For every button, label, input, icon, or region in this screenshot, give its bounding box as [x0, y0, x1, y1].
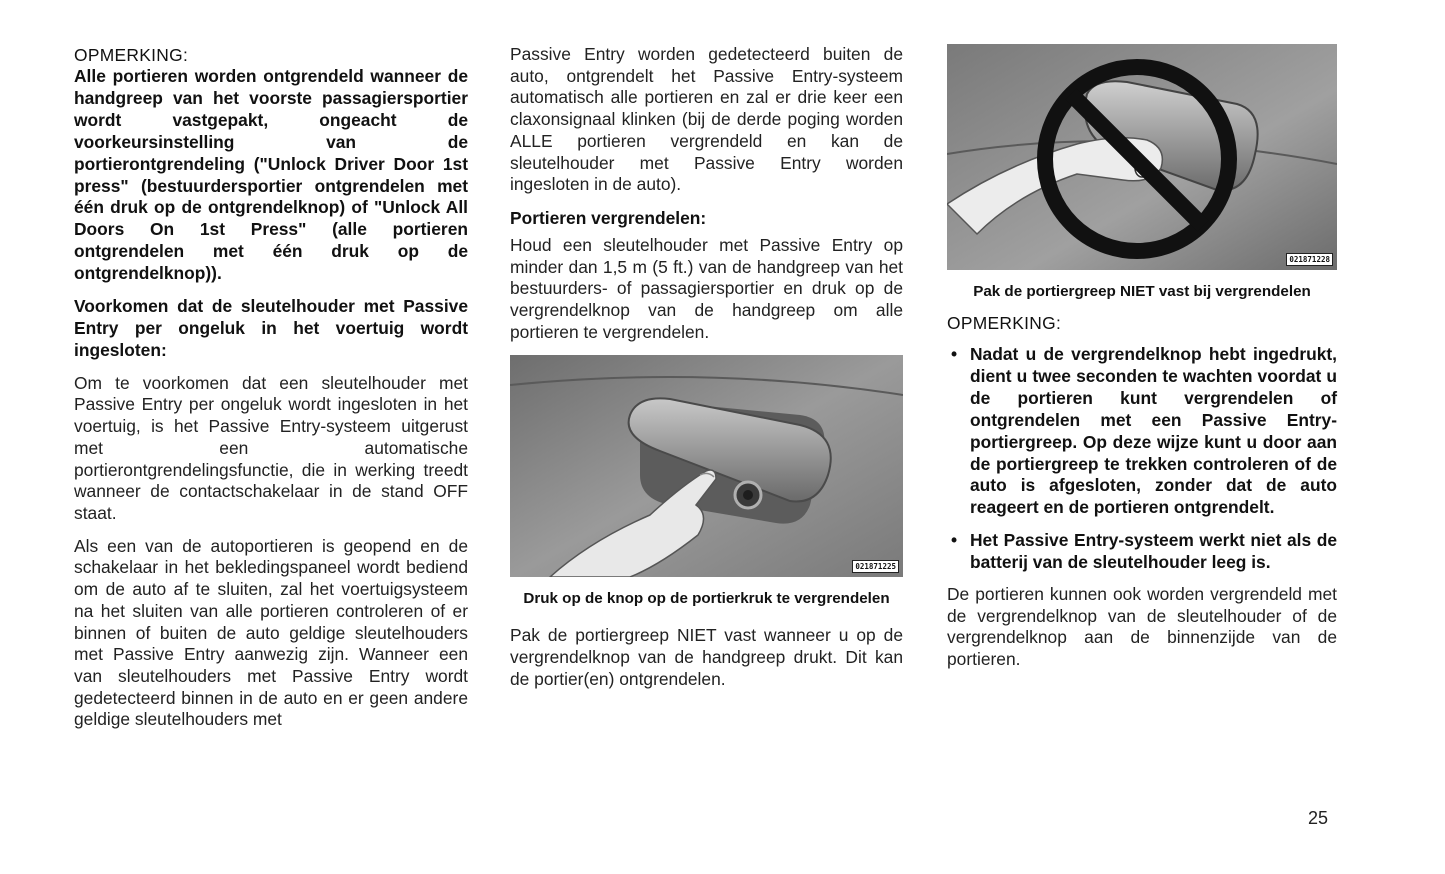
note-bullet-list	[947, 344, 1337, 574]
note-heading: OPMERKING:	[74, 45, 189, 65]
door-handle-grab-figure	[947, 44, 1337, 270]
column-left	[74, 44, 468, 731]
paragraph: Houd een sleutelhouder met Passive Entry op minder dan 1,5 m (5 ft.) van de handgreep van het bestuurders- of passagiersportier en druk op de vergrendelknop van de handgreep om alle portieren te vergrendelen.	[510, 234, 903, 342]
note-heading: OPMERKING:	[947, 313, 1062, 333]
column-right	[947, 44, 1337, 671]
door-handle-grab-illustration	[947, 44, 1337, 270]
paragraph: De portieren kunnen ook worden vergrendeld met de vergrendelknop van de sleutelhouder of de vergrendelknop aan de binnenzijde van de portieren.	[947, 584, 1337, 670]
door-handle-press-illustration	[510, 355, 903, 577]
paragraph: Pak de portiergreep NIET vast wanneer u op de vergrendelknop van de handgreep drukt. Dit kan de portier(en) ontgrendelen.	[510, 625, 903, 689]
page-number: 25	[1308, 808, 1329, 828]
note-body: Alle portieren worden ontgrendeld wanneer de handgreep van het voorste passagiersportier wordt vastgepakt, ongeacht de voorkeursinstelling van de portierontgrendeling ("Unlock Driver Door 1st press" (bestuurdersportier ontgrendelen met één druk op de ontgrendelknop) of "Unlock All Doors On 1st Press" (alle portieren ontgrendelen met één druk op de ontgrendelknop)).	[74, 66, 468, 284]
figure-caption: Pak de portiergreep NIET vast bij vergrendelen	[973, 283, 1311, 300]
paragraph: Om te voorkomen dat een sleutelhouder met Passive Entry per ongeluk wordt ingesloten in het voertuig, is het Passive Entry-systeem uitgerust met een automatische portierontgrendelingsfunctie, die in werking treedt wanneer de contactschakelaar in de stand OFF staat.	[74, 372, 468, 523]
list-item	[947, 530, 1337, 574]
column-middle	[510, 44, 903, 691]
door-handle-press-figure	[510, 355, 903, 577]
list-item	[947, 344, 1337, 519]
figure-code: 021871225	[852, 560, 899, 573]
figure-caption: Druk op de knop op de portierkruk te vergrendelen	[523, 590, 890, 608]
paragraph: Passive Entry worden gedetecteerd buiten de auto, ontgrendelt het Passive Entry-systeem automatisch alle portieren en zal er drie keer een claxonsignaal klinken (bij de derde poging worden ALLE portieren vergrendeld en kan de sleutelhouder met Passive Entry worden ingesloten in de auto).	[510, 44, 903, 195]
paragraph: Als een van de autoportieren is geopend en de schakelaar in het bekledingspaneel wordt bediend om de auto af te sluiten, zal het voertuigsysteem na het sluiten van alle portieren controleren of er binnen of buiten de auto geldige sleutelhouders met Passive Entry aanwezig zijn. Wanneer een van sleutelhouders met Passive Entry wordt gedetecteerd binnen in de auto en er geen andere geldige sleutelhouders met	[74, 535, 468, 730]
bullet-dot: •	[951, 344, 958, 364]
list-item-text: Nadat u de vergrendelknop hebt ingedrukt, dient u twee seconden te wachten voordat u de portieren kunt vergrendelen of ontgrendelen met een Passive Entry-portiergreep. Op deze wijze kunt u door aan de portiergreep te trekken controleren of de auto is afgesloten, zonder dat de auto reageert en de portieren ontgrendelt.	[970, 344, 1337, 518]
bullet-dot: •	[951, 530, 958, 551]
lock-heading: Portieren vergrendelen:	[510, 207, 707, 228]
section-heading: Voorkomen dat de sleutelhouder met Passive Entry per ongeluk in het voertuig wordt ingesloten:	[74, 296, 468, 360]
figure-code: 021871228	[1286, 253, 1333, 266]
list-item-text: Het Passive Entry-systeem werkt niet als de batterij van de sleutelhouder leeg is.	[970, 530, 1337, 573]
